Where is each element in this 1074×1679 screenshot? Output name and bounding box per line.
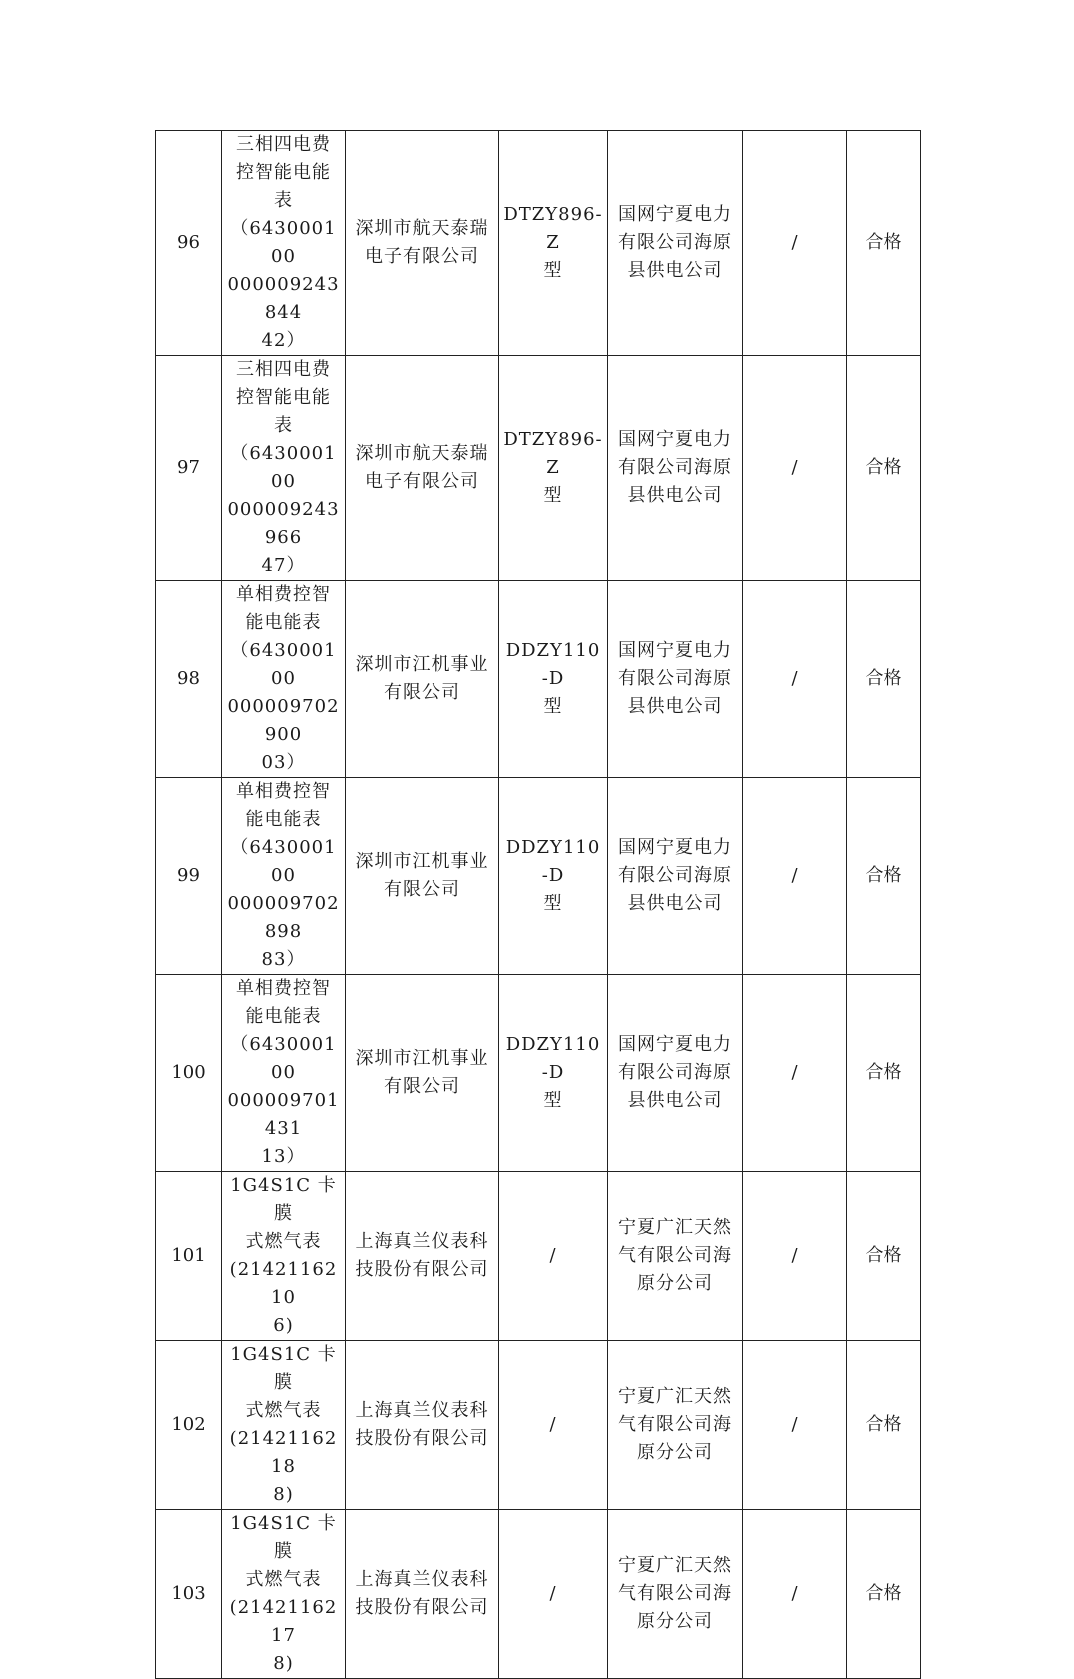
manufacturer-cell — [346, 1341, 499, 1510]
product-name-cell-line: （643000100 — [230, 1034, 337, 1083]
result-cell: 合格 — [847, 975, 921, 1172]
seller-cell — [608, 581, 743, 778]
row-number-cell: 102 — [156, 1341, 222, 1510]
model-cell — [499, 1172, 608, 1341]
seller-cell-line: 有限公司海原 — [618, 668, 732, 689]
nonconforming-item-cell: / — [743, 356, 847, 581]
model-cell — [499, 131, 608, 356]
model-cell-line: 型 — [543, 893, 563, 914]
seller-cell-line: 有限公司海原 — [618, 865, 732, 886]
table-row — [156, 131, 921, 356]
product-name-cell-line: (2142116218 — [229, 1428, 338, 1477]
row-number-cell: 97 — [156, 356, 222, 581]
product-name-cell-line: 式燃气表 — [245, 1231, 322, 1252]
model-cell — [499, 356, 608, 581]
product-name-cell-line: 式燃气表 — [245, 1400, 322, 1421]
manufacturer-cell-line: 技股份有限公司 — [355, 1428, 489, 1449]
product-name-cell-line: （643000100 — [230, 443, 337, 492]
manufacturer-cell-line: 电子有限公司 — [365, 471, 479, 492]
seller-cell-line: 原分公司 — [637, 1611, 713, 1632]
seller-cell-line: 气有限公司海 — [618, 1245, 732, 1266]
manufacturer-cell-line: 电子有限公司 — [365, 246, 479, 267]
seller-cell-line: 国网宁夏电力 — [618, 837, 732, 858]
manufacturer-cell-line: 有限公司 — [384, 879, 460, 900]
manufacturer-cell-line: 上海真兰仪表科 — [355, 1400, 489, 1421]
nonconforming-item-cell: / — [743, 1341, 847, 1510]
manufacturer-cell — [346, 778, 499, 975]
seller-cell-line: 宁夏广汇天然 — [618, 1217, 732, 1238]
product-name-cell-line: 83） — [261, 949, 306, 970]
model-cell-line: DDZY110-D — [505, 640, 601, 689]
product-name-cell-line: (2142116210 — [229, 1259, 338, 1308]
product-name-cell-line: 能电能表 — [245, 809, 322, 830]
product-name-cell-line: 42） — [261, 330, 306, 351]
product-name-cell — [222, 356, 346, 581]
product-name-cell-line: 000009701431 — [227, 1090, 340, 1139]
model-cell — [499, 778, 608, 975]
manufacturer-cell-line: 深圳市江机事业 — [355, 851, 489, 872]
product-name-cell — [222, 1172, 346, 1341]
model-cell-line: DDZY110-D — [505, 837, 601, 886]
manufacturer-cell — [346, 356, 499, 581]
nonconforming-item-cell: / — [743, 778, 847, 975]
row-number-cell: 99 — [156, 778, 222, 975]
manufacturer-cell-line: 深圳市航天泰瑞 — [355, 218, 489, 239]
seller-cell-line: 国网宁夏电力 — [618, 204, 732, 225]
seller-cell — [608, 1510, 743, 1679]
seller-cell-line: 气有限公司海 — [618, 1583, 732, 1604]
product-name-cell — [222, 581, 346, 778]
product-name-cell-line: 三相四电费 — [236, 359, 331, 380]
seller-cell-line: 有限公司海原 — [618, 457, 732, 478]
product-name-cell-line: 能电能表 — [245, 612, 322, 633]
product-name-cell — [222, 975, 346, 1172]
seller-cell-line: 县供电公司 — [627, 1090, 723, 1111]
product-name-cell-line: 单相费控智 — [236, 781, 331, 802]
model-cell-line: 型 — [543, 1090, 563, 1111]
product-name-cell-line: 能电能表 — [245, 1006, 322, 1027]
product-name-cell-line: 03） — [261, 752, 306, 773]
seller-cell — [608, 1341, 743, 1510]
manufacturer-cell-line: 有限公司 — [384, 682, 460, 703]
product-name-cell-line: （643000100 — [230, 218, 337, 267]
manufacturer-cell — [346, 975, 499, 1172]
seller-cell-line: 气有限公司海 — [618, 1414, 732, 1435]
model-cell — [499, 581, 608, 778]
seller-cell — [608, 975, 743, 1172]
seller-cell-line: 县供电公司 — [627, 260, 723, 281]
row-number-cell: 100 — [156, 975, 222, 1172]
manufacturer-cell-line: 上海真兰仪表科 — [355, 1231, 489, 1252]
model-cell-line: / — [549, 1245, 557, 1266]
seller-cell-line: 国网宁夏电力 — [618, 1034, 732, 1055]
model-cell — [499, 975, 608, 1172]
row-number-cell: 96 — [156, 131, 222, 356]
table-row — [156, 356, 921, 581]
seller-cell-line: 原分公司 — [637, 1273, 713, 1294]
result-cell: 合格 — [847, 131, 921, 356]
row-number-cell: 103 — [156, 1510, 222, 1679]
model-cell — [499, 1341, 608, 1510]
manufacturer-cell-line: 深圳市航天泰瑞 — [355, 443, 489, 464]
result-cell: 合格 — [847, 1172, 921, 1341]
model-cell-line: DTZY896-Z — [503, 204, 603, 253]
product-name-cell-line: 单相费控智 — [236, 584, 331, 605]
product-name-cell-line: 控智能电能 — [236, 162, 331, 183]
manufacturer-cell-line: 技股份有限公司 — [355, 1259, 489, 1280]
model-cell-line: / — [549, 1414, 557, 1435]
seller-cell-line: 原分公司 — [637, 1442, 713, 1463]
product-name-cell-line: 8) — [273, 1653, 294, 1674]
table-row — [156, 975, 921, 1172]
nonconforming-item-cell: / — [743, 1510, 847, 1679]
table-row — [156, 778, 921, 975]
seller-cell — [608, 778, 743, 975]
product-name-cell — [222, 778, 346, 975]
product-name-cell-line: 000009702898 — [227, 893, 340, 942]
table-row — [156, 1172, 921, 1341]
product-name-cell-line: 1G4S1C 卡膜 — [230, 1175, 337, 1224]
product-name-cell-line: 47） — [261, 555, 306, 576]
seller-cell-line: 县供电公司 — [627, 485, 723, 506]
nonconforming-item-cell: / — [743, 975, 847, 1172]
model-cell-line: DDZY110-D — [505, 1034, 601, 1083]
manufacturer-cell-line: 深圳市江机事业 — [355, 654, 489, 675]
manufacturer-cell — [346, 1510, 499, 1679]
result-cell: 合格 — [847, 778, 921, 975]
product-name-cell-line: (2142116217 — [229, 1597, 338, 1646]
seller-cell-line: 国网宁夏电力 — [618, 429, 732, 450]
nonconforming-item-cell: / — [743, 1172, 847, 1341]
result-cell: 合格 — [847, 1510, 921, 1679]
product-name-cell-line: 式燃气表 — [245, 1569, 322, 1590]
seller-cell-line: 有限公司海原 — [618, 1062, 732, 1083]
product-name-cell-line: 13） — [261, 1146, 306, 1167]
nonconforming-item-cell: / — [743, 131, 847, 356]
product-name-cell-line: 000009243844 — [227, 274, 340, 323]
model-cell-line: 型 — [543, 696, 563, 717]
seller-cell-line: 有限公司海原 — [618, 232, 732, 253]
seller-cell-line: 国网宁夏电力 — [618, 640, 732, 661]
model-cell-line: 型 — [543, 260, 563, 281]
product-name-cell-line: 000009702900 — [227, 696, 340, 745]
result-cell: 合格 — [847, 581, 921, 778]
table-body — [156, 131, 921, 1679]
product-name-cell-line: 6) — [273, 1315, 294, 1336]
manufacturer-cell — [346, 581, 499, 778]
product-name-cell-line: 1G4S1C 卡膜 — [230, 1344, 337, 1393]
manufacturer-cell-line: 深圳市江机事业 — [355, 1048, 489, 1069]
product-name-cell-line: 000009243966 — [227, 499, 340, 548]
table-row — [156, 1510, 921, 1679]
product-name-cell-line: 8) — [273, 1484, 294, 1505]
model-cell-line: / — [549, 1583, 557, 1604]
product-name-cell-line: 单相费控智 — [236, 978, 331, 999]
table-row — [156, 1341, 921, 1510]
seller-cell — [608, 356, 743, 581]
product-name-cell-line: 控智能电能 — [236, 387, 331, 408]
product-name-cell — [222, 1510, 346, 1679]
model-cell-line: DTZY896-Z — [503, 429, 603, 478]
manufacturer-cell — [346, 131, 499, 356]
seller-cell-line: 县供电公司 — [627, 893, 723, 914]
manufacturer-cell-line: 上海真兰仪表科 — [355, 1569, 489, 1590]
seller-cell-line: 宁夏广汇天然 — [618, 1386, 732, 1407]
seller-cell-line: 县供电公司 — [627, 696, 723, 717]
manufacturer-cell — [346, 1172, 499, 1341]
inspection-results-table — [155, 130, 921, 1679]
product-name-cell-line: 表 — [274, 190, 293, 211]
product-name-cell-line: 三相四电费 — [236, 134, 331, 155]
product-name-cell-line: （643000100 — [230, 837, 337, 886]
product-name-cell-line: 表 — [274, 415, 293, 436]
product-name-cell-line: （643000100 — [230, 640, 337, 689]
product-name-cell-line: 1G4S1C 卡膜 — [230, 1513, 337, 1562]
seller-cell — [608, 131, 743, 356]
table-row — [156, 581, 921, 778]
product-name-cell — [222, 1341, 346, 1510]
product-name-cell — [222, 131, 346, 356]
manufacturer-cell-line: 技股份有限公司 — [355, 1597, 489, 1618]
model-cell — [499, 1510, 608, 1679]
model-cell-line: 型 — [543, 485, 563, 506]
result-cell: 合格 — [847, 356, 921, 581]
seller-cell — [608, 1172, 743, 1341]
nonconforming-item-cell: / — [743, 581, 847, 778]
row-number-cell: 98 — [156, 581, 222, 778]
seller-cell-line: 宁夏广汇天然 — [618, 1555, 732, 1576]
manufacturer-cell-line: 有限公司 — [384, 1076, 460, 1097]
row-number-cell: 101 — [156, 1172, 222, 1341]
result-cell: 合格 — [847, 1341, 921, 1510]
